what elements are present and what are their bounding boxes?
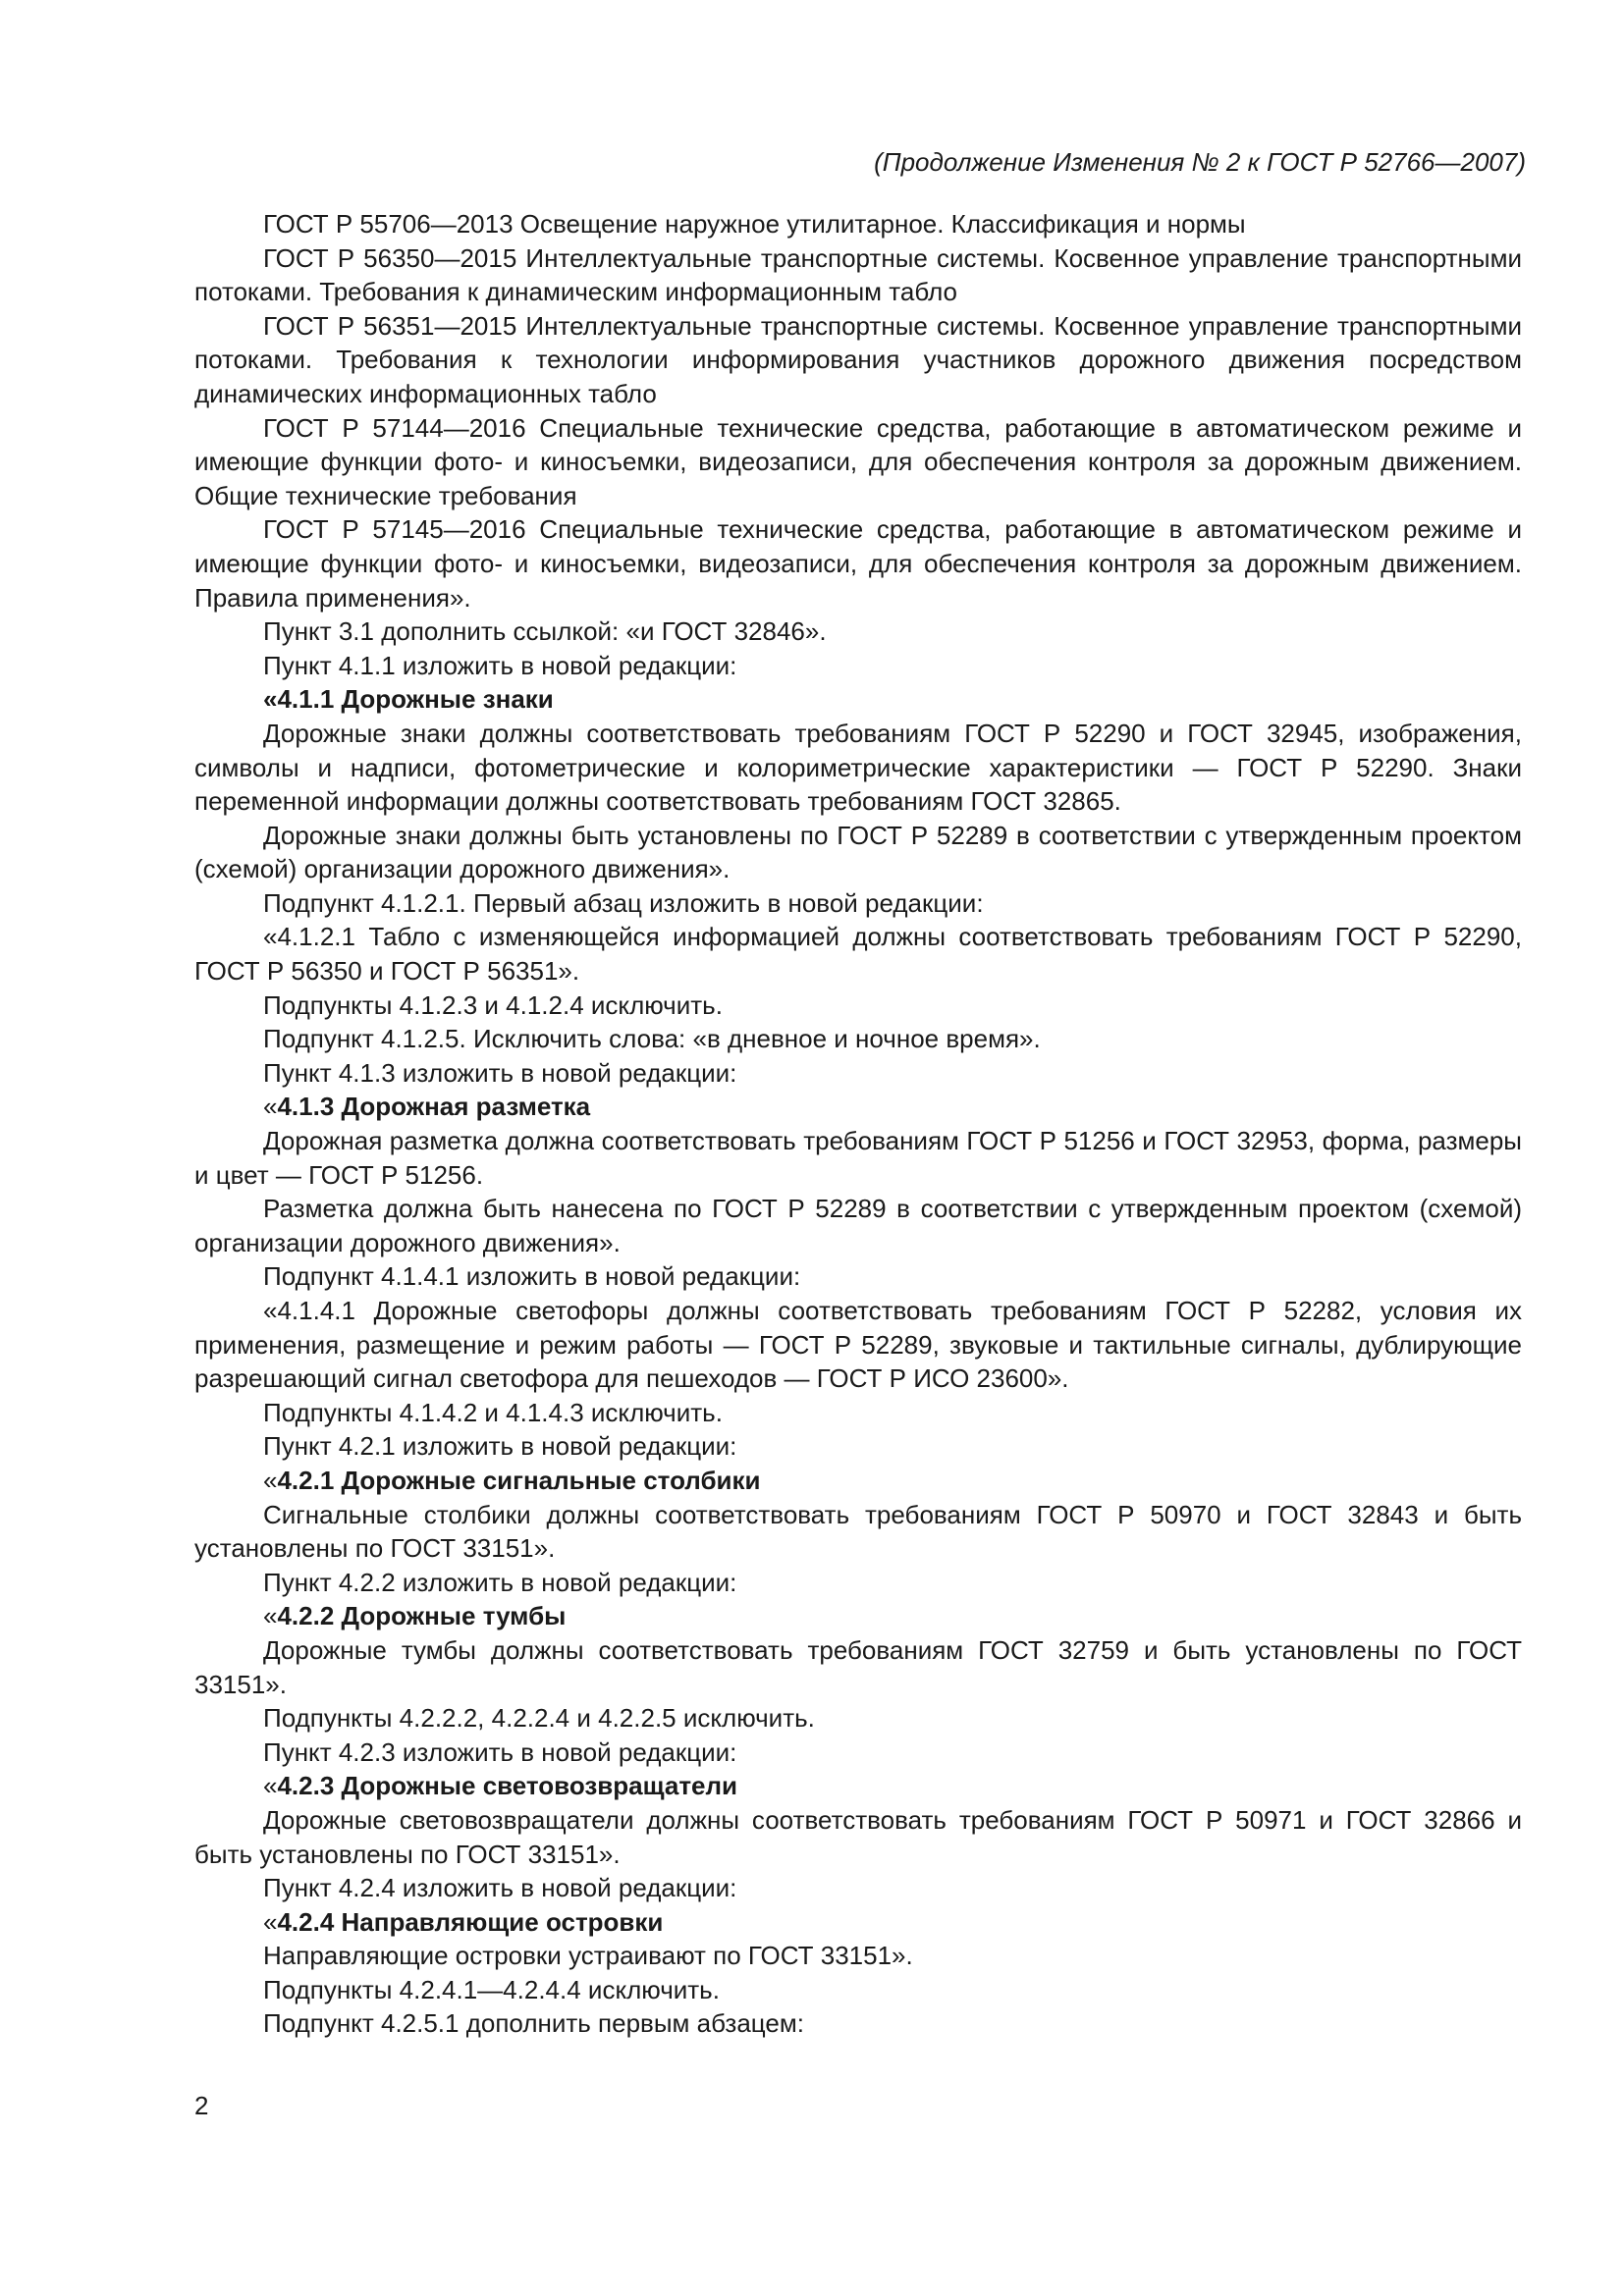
paragraph: Подпункт 4.1.2.5. Исключить слова: «в дневное и ночное время».: [263, 1024, 1041, 1054]
paragraph: Разметка должна быть нанесена по ГОСТ Р 52289 в соответствии с утвержденным проектом (схемой) организации дорожного движения».: [194, 1194, 1522, 1257]
paragraph: ГОСТ Р 57144—2016 Специальные технические средства, работающие в автоматическом режиме и имеющие функции фото- и киносъемки, видеозаписи, для обеспечения контроля за дорожным движением. Общие технические требования: [194, 412, 1522, 510]
paragraph: ГОСТ Р 56350—2015 Интеллектуальные транспортные системы. Косвенное управление транспортными потоками. Требования к динамическим информационным табло: [194, 242, 1522, 307]
paragraph: Сигнальные столбики должны соответствовать требованиям ГОСТ Р 50970 и ГОСТ 32843 и быть установлены по ГОСТ 33151».: [194, 1499, 1522, 1564]
paragraph: Пункт 3.1 дополнить ссылкой: «и ГОСТ 32846».: [263, 616, 827, 647]
section-heading: «4.1.1 Дорожные знаки: [263, 684, 554, 715]
paragraph: Дорожные знаки должны быть установлены по ГОСТ Р 52289 в соответствии с утвержденным проектом (схемой) организации дорожного движения».: [194, 820, 1522, 884]
paragraph: Дорожные знаки должны соответствовать требованиям ГОСТ Р 52290 и ГОСТ 32945, изображения, символы и надписи, фотометрические и колориметрические характеристики — ГОСТ Р 52290. Знаки переменной информации должны соответствовать требованиям ГОСТ 32865.: [194, 718, 1522, 817]
paragraph: Пункт 4.2.3 изложить в новой редакции:: [263, 1736, 737, 1767]
paragraph: Подпункт 4.1.4.1 изложить в новой редакции:: [263, 1261, 801, 1292]
paragraph: «4.1.4.1 Дорожные светофоры должны соответствовать требованиям ГОСТ Р 52282, условия их применения, размещение и режим работы — ГОСТ Р 52289, звуковые и тактильные сигналы, дублирующие разрешающий сигнал светофора для пешеходов — ГОСТ Р ИСО 23600».: [194, 1296, 1522, 1394]
paragraph: Пункт 4.1.3 изложить в новой редакции:: [263, 1057, 737, 1088]
document-body: [194, 207, 1522, 2041]
paragraph: Направляющие островки устраивают по ГОСТ 33151».: [263, 1941, 913, 1971]
paragraph: Подпункты 4.1.4.2 и 4.1.4.3 исключить.: [263, 1397, 723, 1427]
paragraph: ГОСТ Р 56351—2015 Интеллектуальные транспортные системы. Косвенное управление транспортными потоками. Требования к технологии информирования участников дорожного движения посредством динамических информационных табло: [194, 310, 1522, 408]
paragraph: «4.1.2.1 Табло с изменяющейся информацией должны соответствовать требованиям ГОСТ Р 52290, ГОСТ Р 56350 и ГОСТ Р 56351».: [194, 922, 1522, 987]
paragraph: ГОСТ Р 57145—2016 Специальные технические средства, работающие в автоматическом режиме и имеющие функции фото- и киносъемки, видеозаписи, для обеспечения контроля за дорожным движением. Правила применения».: [194, 514, 1522, 613]
paragraph: Подпункты 4.2.4.1—4.2.4.4 исключить.: [263, 1974, 720, 2004]
paragraph: Дорожные тумбы должны соответствовать требованиям ГОСТ 32759 и быть установлены по ГОСТ 33151».: [194, 1634, 1522, 1699]
section-heading: «4.2.1 Дорожные сигнальные столбики: [263, 1465, 761, 1495]
running-header: (Продолжение Изменения № 2 к ГОСТ Р 52766—2007): [874, 147, 1526, 177]
paragraph: Подпункты 4.1.2.3 и 4.1.2.4 исключить.: [263, 989, 723, 1020]
paragraph: Подпункт 4.2.5.1 дополнить первым абзацем:: [263, 2008, 804, 2039]
paragraph: Пункт 4.2.4 изложить в новой редакции:: [263, 1873, 737, 1903]
paragraph: Подпункты 4.2.2.2, 4.2.2.4 и 4.2.2.5 исключить.: [263, 1703, 815, 1734]
paragraph: Пункт 4.1.1 изложить в новой редакции:: [263, 650, 737, 680]
paragraph: Пункт 4.2.1 изложить в новой редакции:: [263, 1431, 737, 1462]
paragraph: Подпункт 4.1.2.1. Первый абзац изложить в новой редакции:: [263, 887, 984, 918]
section-heading: «4.2.3 Дорожные световозвращатели: [263, 1771, 738, 1801]
paragraph: Пункт 4.2.2 изложить в новой редакции:: [263, 1567, 737, 1597]
paragraph: Дорожные световозвращатели должны соответствовать требованиям ГОСТ Р 50971 и ГОСТ 32866 и быть установлены по ГОСТ 33151».: [194, 1804, 1522, 1869]
section-heading: «4.2.4 Направляющие островки: [263, 1906, 664, 1937]
paragraph: ГОСТ Р 55706—2013 Освещение наружное утилитарное. Классификация и нормы: [263, 209, 1246, 239]
paragraph: Дорожная разметка должна соответствовать требованиям ГОСТ Р 51256 и ГОСТ 32953, форма, размеры и цвет — ГОСТ Р 51256.: [194, 1126, 1522, 1190]
section-heading: «4.1.3 Дорожная разметка: [263, 1092, 591, 1122]
section-heading: «4.2.2 Дорожные тумбы: [263, 1601, 567, 1631]
page-number: 2: [194, 2091, 209, 2120]
